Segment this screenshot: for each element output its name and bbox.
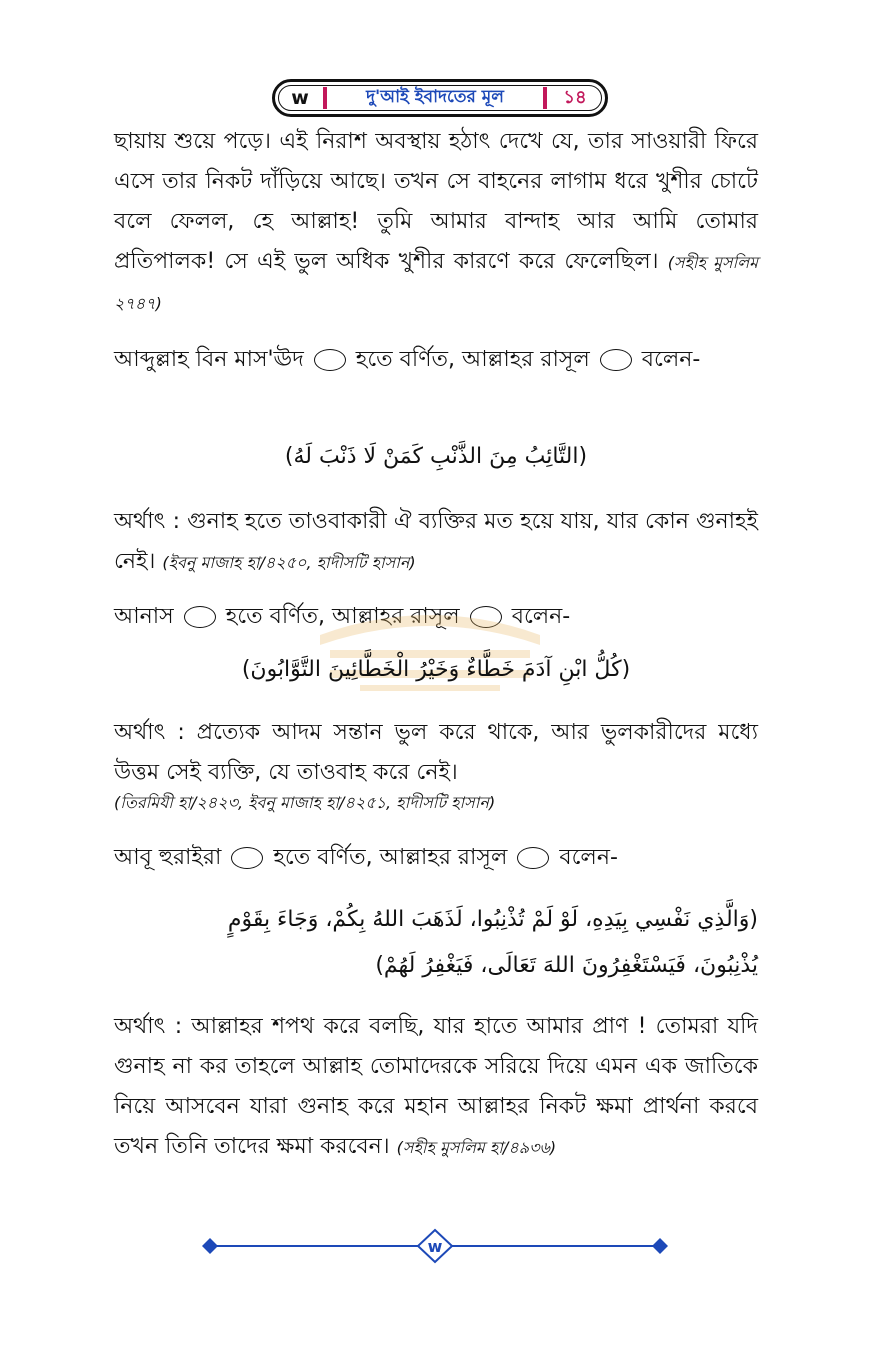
arabic-hadith-3-line-1: (وَالَّذِي نَفْسِي بِيَدِهِ، لَوْ لَمْ تُذْنِبُوا، لَذَهَبَ اللهُ بِكُمْ، وَجَاءَ بِقَوْمٍ xyxy=(227,907,758,932)
salutation-seal-icon xyxy=(600,349,632,371)
page-number: ১৪ xyxy=(563,86,587,108)
honorific-seal-icon xyxy=(184,606,216,628)
header-divider xyxy=(543,87,547,109)
paragraph-1-text: ছায়ায় শুয়ে পড়ে। এই নিরাশ অবস্থায় হঠাৎ দেখে যে, তার সাওয়ারী ফিরে এসে তার নিকট দাঁড়িয়ে আছে। তখন সে বাহনের লাগাম ধরে খুশীর চোটে বলে ফেলল, হে আল্লাহ! তুমি আমার বান্দাহ আর আমি তোমার প্রতিপালক! সে এই ভুল অধিক খুশীর কারণে করে ফেলেছিল। xyxy=(114,129,758,274)
diamond-right-icon xyxy=(652,1238,668,1254)
diamond-left-icon xyxy=(202,1238,218,1254)
footer-mark: w xyxy=(427,1237,443,1256)
paragraph-3-text: অর্থাৎ : গুনাহ হতে তাওবাকারী ঐ ব্যক্তির মত হয়ে যায়, যার কোন গুনাহই নেই। xyxy=(114,509,758,574)
narration-intro: হতে বর্ণিত, আল্লাহর রাসূল xyxy=(225,604,460,629)
paragraph-7 xyxy=(114,1007,758,1168)
paragraph-1-reference: (সহীহ মুসলিম ২৭৪৭) xyxy=(114,253,759,313)
honorific-seal-icon xyxy=(314,349,346,371)
paragraph-6 xyxy=(114,838,758,878)
paragraph-7-text: অর্থাৎ : আল্লাহর শপথ করে বলছি, যার হাতে আমার প্রাণ ! তোমরা যদি গুনাহ না কর তাহলে আল্লাহ তোমাদেরকে সরিয়ে দিয়ে এমন এক জাতিকে নিয়ে আসবেন যারা গুনাহ করে মহান আল্লাহর নিকট ক্ষমা প্রার্থনা করবে তখন তিনি তাদের ক্ষমা করবেন। xyxy=(114,1014,758,1159)
page-header-inner xyxy=(278,85,602,111)
arabic-hadith-1: (التَّائِبُ مِنَ الذَّنْبِ كَمَنْ لَا ذَنْبَ لَهُ) xyxy=(284,444,588,469)
paragraph-3-reference: (ইবনু মাজাহ হা/৪২৫০, হাদীসটি হাসান) xyxy=(162,553,416,572)
paragraph-5-reference: (তিরমিযী হা/২৪২৩, ইবনু মাজাহ হা/৪২৫১, হাদীসটি হাসান) xyxy=(114,793,496,812)
said-text: বলেন- xyxy=(511,604,571,629)
said-text: বলেন- xyxy=(559,845,618,870)
narration-intro: হতে বর্ণিত, আল্লাহর রাসূল xyxy=(273,845,508,870)
paragraph-1 xyxy=(114,122,758,324)
header-divider xyxy=(323,87,327,109)
watermark-logo-icon xyxy=(300,595,560,715)
narration-intro: হতে বর্ণিত, আল্লাহর রাসূল xyxy=(355,347,590,372)
publisher-logo-icon: w xyxy=(291,87,309,109)
page-header xyxy=(272,79,608,117)
narrator-name: আবূ হুরাইরা xyxy=(114,845,222,870)
arabic-hadith-2: (كُلُّ ابْنِ آدَمَ خَطَّاءٌ وَخَيْرُ الْخَطَّائِينَ التَّوَّابُونَ) xyxy=(241,657,631,682)
paragraph-5 xyxy=(114,713,758,793)
salutation-seal-icon xyxy=(517,847,549,869)
paragraph-3 xyxy=(114,502,758,583)
arabic-hadith-3-line-2: يُذْنِبُونَ، فَيَسْتَغْفِرُونَ اللهَ تَعَالَى، فَيَغْفِرُ لَهُمْ) xyxy=(375,953,758,978)
honorific-seal-icon xyxy=(231,847,263,869)
paragraph-2 xyxy=(114,340,758,380)
paragraph-5-text: অর্থাৎ : প্রত্যেক আদম সন্তান ভুল করে থাকে, আর ভুলকারীদের মধ্যে উত্তম সেই ব্যক্তি, যে তাওবাহ করে নেই। xyxy=(114,720,758,785)
narrator-name: আব্দুল্লাহ বিন মাস'ঊদ xyxy=(114,347,304,372)
paragraph-7-reference: (সহীহ মুসলিম হা/৪৯৩৬) xyxy=(396,1138,557,1157)
narrator-name: আনাস xyxy=(114,604,174,629)
chapter-title: দু'আই ইবাদতের মূল xyxy=(366,87,504,107)
said-text: বলেন- xyxy=(641,347,701,372)
footer-ornament xyxy=(200,1228,670,1264)
